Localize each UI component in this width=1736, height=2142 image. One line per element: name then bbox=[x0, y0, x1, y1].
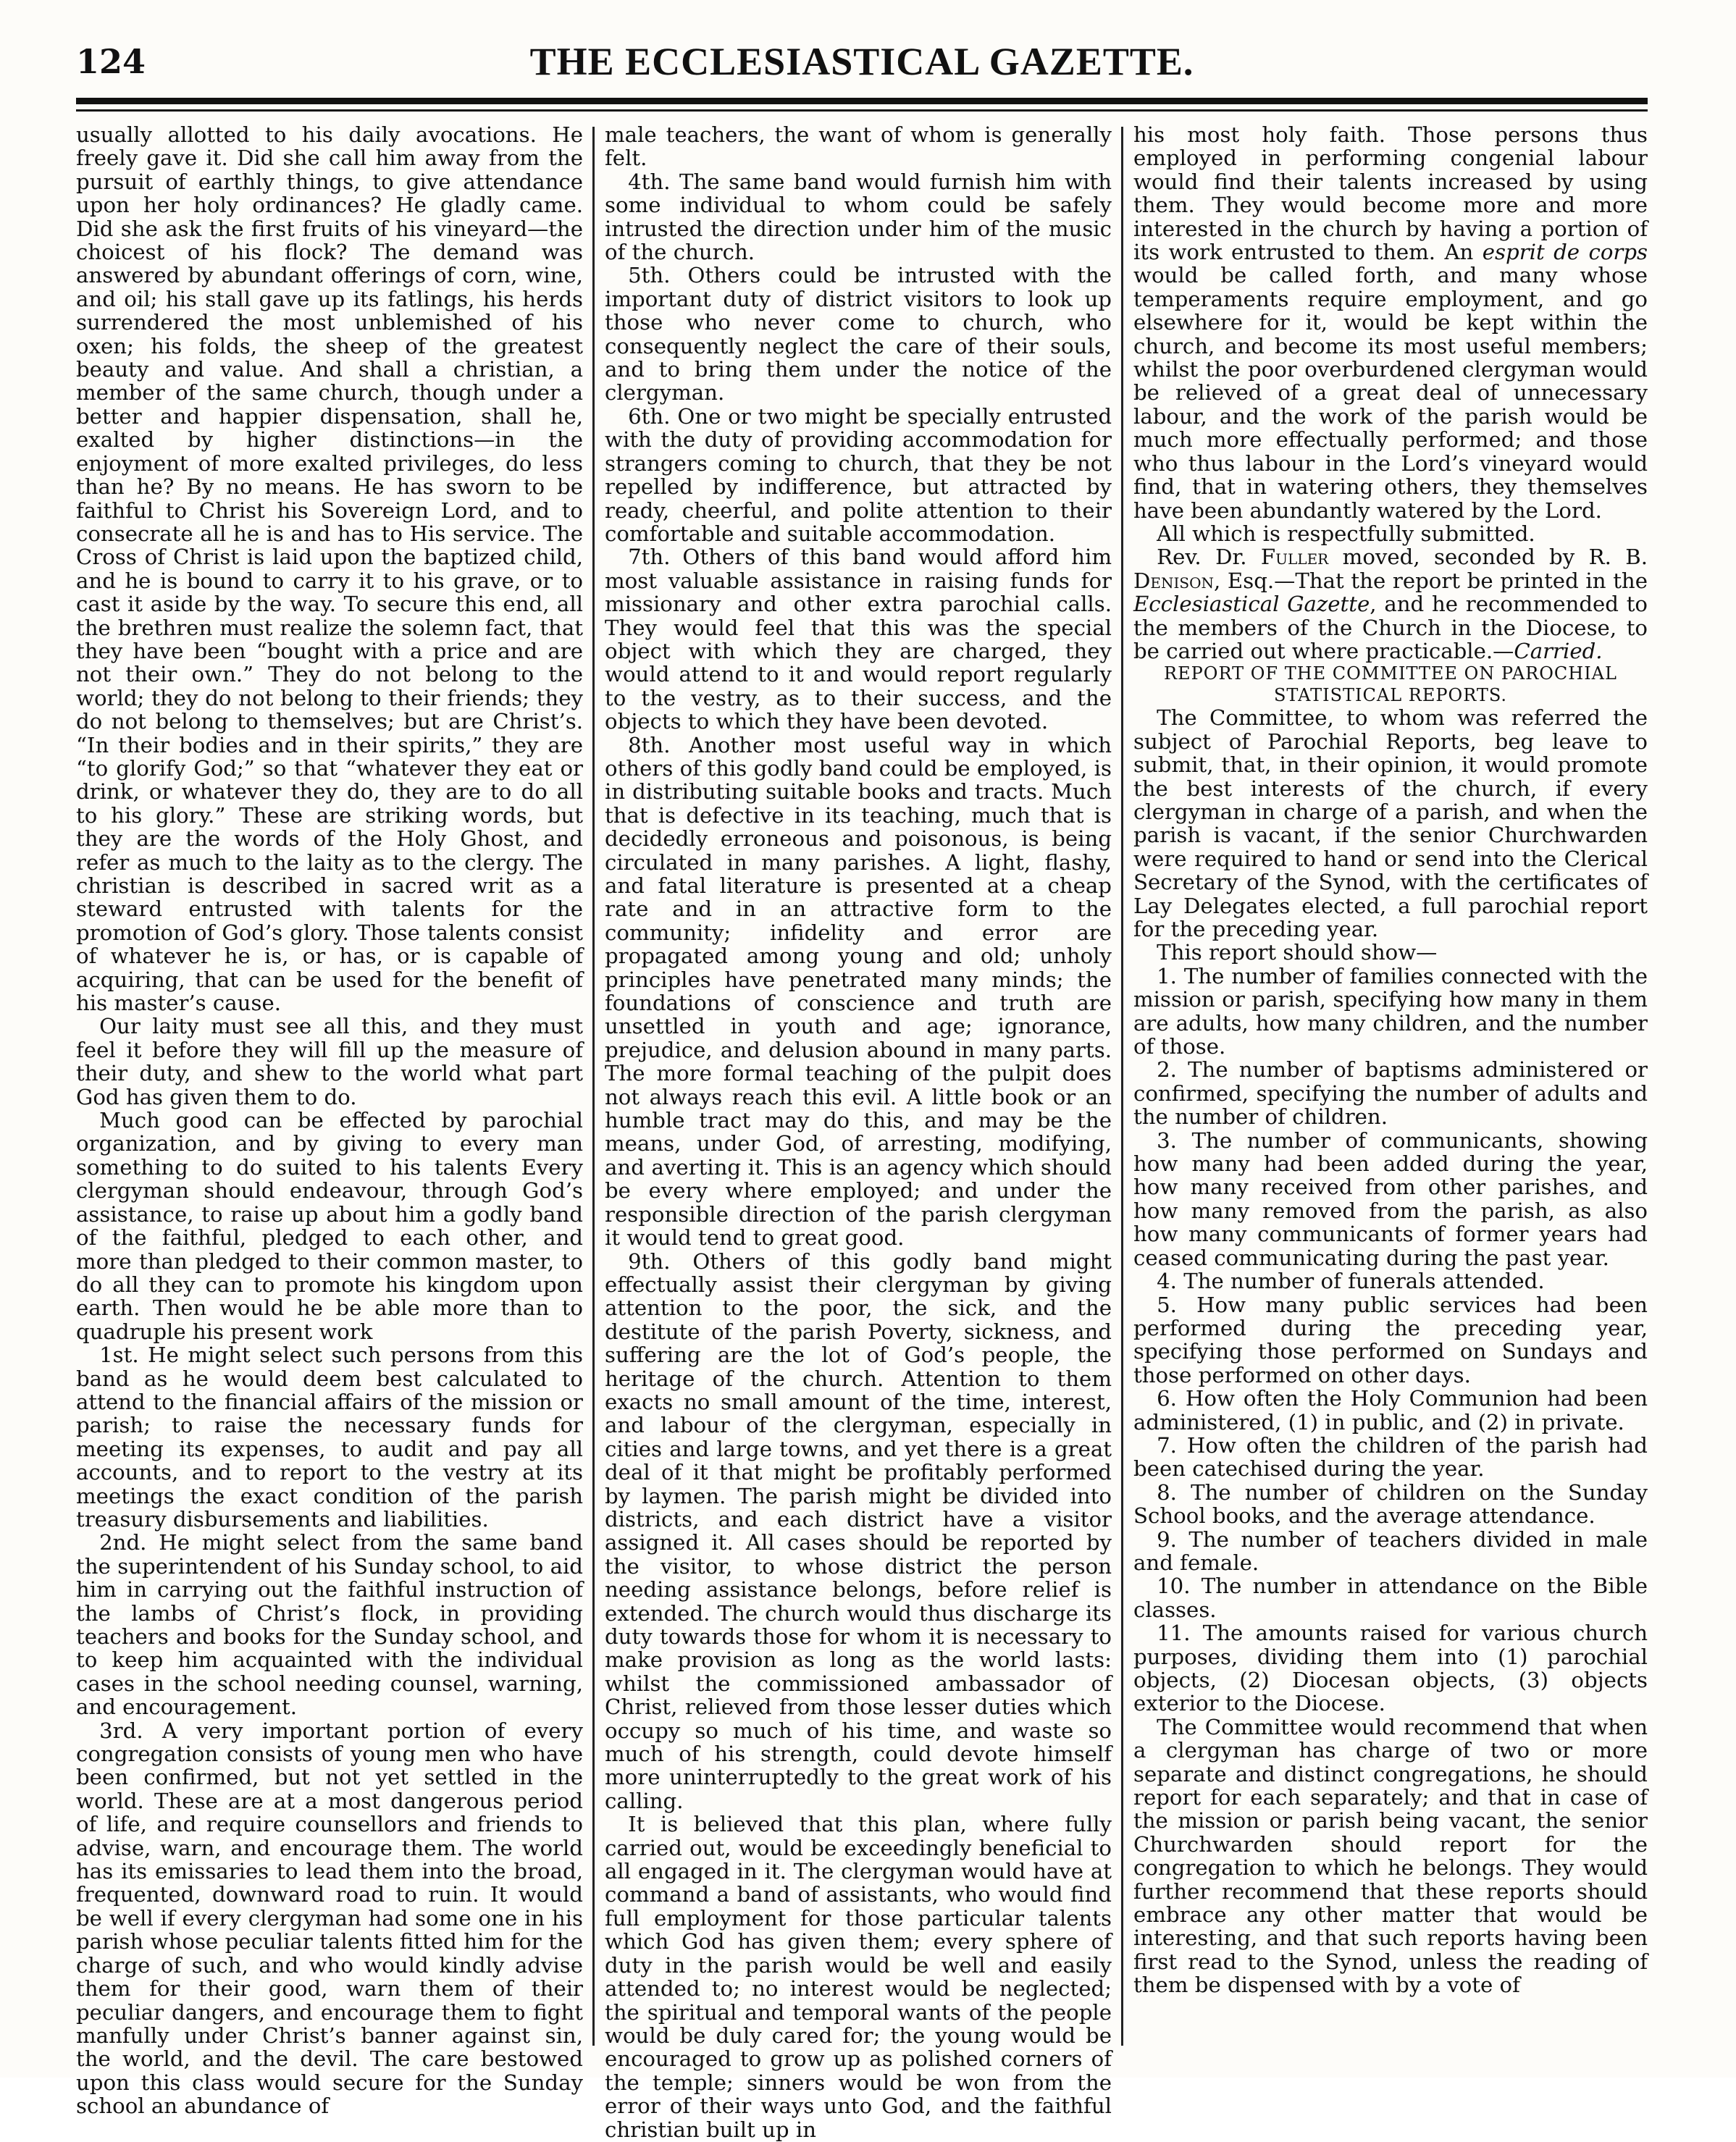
name-denison: Denison bbox=[1133, 568, 1214, 593]
paragraph: 2nd. He might select from the same band the superintendent of his Sunday school, to aid him in carrying out the faithful instruction of the lambs of Christ’s flock, in providing teachers and books for the Sunday school, and to keep him acquainted with the individual cases in the school needing counsel, warning, and encouragement. bbox=[76, 1530, 583, 1720]
list-item: 1. The number of families connected with the mission or parish, specifying how many in them are adults, how many children, and the number of those. bbox=[1133, 963, 1648, 1059]
paragraph: 6th. One or two might be specially entrusted with the duty of providing accommodation for strangers coming to church, that they be not repelled by indifference, but attracted by ready, cheerful, and polite attention to their comfortable and suitable accommodation. bbox=[605, 403, 1112, 546]
motion-paragraph bbox=[1133, 545, 1648, 663]
masthead-title: THE ECCLESIASTICAL GAZETTE. bbox=[529, 40, 1194, 83]
list-item: 7. How often the children of the parish had been catechised during the year. bbox=[1133, 1432, 1648, 1482]
header-rule-thick bbox=[76, 98, 1648, 104]
paragraph: The Committee would recommend that when a clergyman has charge of two or more separate and distinct congregations, he should report for each separately; and that in case of the mission or parish being vacant, the senior Churchwarden should report for the congregation to which he belongs. They would further recommend that these reports should embrace any other matter that would be interesting, and that such reports having been first read to the Synod, unless the reading of them be dispensed with by a vote of bbox=[1133, 1714, 1648, 1998]
list-item: 3. The number of communicants, showing how many had been added during the year, how many received from other parishes, and how many removed from the parish, as also how many communicants of former years had ceased communicating during the past year. bbox=[1133, 1127, 1648, 1270]
paragraph: This report should show— bbox=[1157, 940, 1438, 965]
text-run: would be called forth, and many whose temperaments require employment, and go elsewhere for it, would be kept within the church, and become its most useful members; whilst the poor overburdened clergyman would be relieved of a great deal of unnecessary labour, and the work of the parish would be much more effectually performed; and those who thus labour in the Lord’s vineyard would find, that in watering others, they themselves have been abundantly watered by the Lord. bbox=[1133, 263, 1648, 523]
header-rule-thin bbox=[76, 109, 1648, 112]
text-run: moved, seconded by R. B. bbox=[1342, 545, 1648, 570]
paragraph: Much good can be effected by parochial organization, and by giving to every man something to do suited to his talents Every clergyman should endeavour, through God’s assistance, to raise up about him a godly band of the faithful, pledged to each other, and more than pledged to their common master, to do all they can to promote his kingdom upon earth. Then would he be able more than to quadruple his present work bbox=[76, 1108, 583, 1344]
paragraph: All which is respectfully submitted. bbox=[1157, 521, 1535, 546]
paragraph: 3rd. A very important portion of every congregation consists of young men who have been confirmed, but not yet settled in the world. These are at a most dangerous period of life, and require counsellors and friends to advise, warn, and encourage them. The world has its emissaries to lead them into the broad, frequented, downward road to ruin. It would be well if every clergyman had some one in his parish whose peculiar talents fitted him for the charge of such, and who would kindly advise them for their good, warn them of their peculiar dangers, and encourage them to fight manfully under Christ’s banner against sin, the world, and the devil. The care bestowed upon this class would secure for the Sunday school an abundance of bbox=[76, 1718, 583, 2119]
column-3 bbox=[1133, 123, 1648, 2049]
list-item: 9. The number of teachers divided in male and female. bbox=[1133, 1526, 1648, 1575]
paragraph: It is believed that this plan, where fully carried out, would be exceedingly beneficial to all engaged in it. The clergyman would have at command a band of assistants, who would find full employment for those particular talents which God has given them; every sphere of duty in the parish would be well and easily attended to; no interest would be neglected; the spiritual and temporal wants of the people would be duly cared for; the young would be encouraged to grow up as polished corners of the temple; sinners would be won from the error of their ways unto God, and the faithful christian built up in bbox=[605, 1812, 1112, 2142]
carried-label: Carried. bbox=[1514, 638, 1603, 663]
paragraph: usually allotted to his daily avocations. He freely gave it. Did she call him away from the pursuit of earthly things, to give attendance upon her holy ordinances? He gladly came. Did she ask the first fruits of his vineyard—the choicest of his flock? The demand was answered by abundant offerings of corn, wine, and oil; his stall gave up its fatlings, his herds surrendered the most unblemished of his oxen; his folds, the sheep of the greatest beauty and value. And shall a christian, a member of the same church, though under a better and happier dispensation, shall he, exalted by higher distinctions—in the enjoyment of more exalted privileges, do less than he? By no means. He has sworn to be faithful to Christ his Sovereign Lord, and to consecrate all he is and has to His service. The Cross of Christ is laid upon the baptized child, and he is bound to carry it to his grave, or to cast it aside by the way. To secure this end, all the brethren must realize the solemn fact, that they have been “bought with a price and are not their own.” They do not belong to the world; they do not belong to their friends; they do not belong to themselves; but are Christ’s. “In their bodies and in their spirits,” they are “to glorify God;” so that “whatever they eat or drink, or whatever they do, they are to do all to his glory.” These are striking words, but they are the words of the Holy Ghost, and refer as much to the laity as to the clergy. The christian is described in sacred writ as a steward entrusted with talents for the promotion of God’s glory. Those talents consist of whatever he is, or has, or is capable of acquiring, that can be used for the benefit of his master’s cause. bbox=[76, 122, 583, 1016]
column-1 bbox=[76, 122, 583, 2119]
text-run: Rev. Dr. bbox=[1157, 545, 1247, 570]
italic-phrase: esprit de corps bbox=[1482, 240, 1648, 265]
paragraph: 4th. The same band would furnish him with some individual to whom could be safely intrusted the direction under him of the music of the church. bbox=[605, 169, 1112, 265]
list-item: 8. The number of children on the Sunday School books, and the average attendance. bbox=[1133, 1479, 1648, 1529]
paragraph: 8th. Another most useful way in which others of this godly band could be employed, is in distributing suitable books and tracts. Much that is defective in its teaching, much that is decidedly erroneous and poisonous, is being circulated in many parishes. A light, flashy, and fatal literature is presented at a cheap rate and in an attractive form to the community; infidelity and error are propagated among young and old; unholy principles have penetrated many minds; the foundations of conscience and truth are unsettled in youth and age; ignorance, prejudice, and delusion abound in many parts. The more formal teaching of the pulpit does not always reach this evil. A little book or an humble tract may do this, and may be the means, under God, of arresting, modifying, and averting it. This is an agency which should be every where employed; and under the responsible direction of the parish clergyman it would tend to great good. bbox=[605, 732, 1112, 1251]
page-number: 124 bbox=[76, 42, 146, 81]
list-item: 2. The number of baptisms administered or confirmed, specifying the number of adults and the number of children. bbox=[1133, 1057, 1648, 1130]
list-item: 5. How many public services had been performed during the preceding year, specifying those performed on Sundays and those performed on other days. bbox=[1133, 1292, 1648, 1387]
paragraph: 7th. Others of this band would afford him most valuable assistance in raising funds for missionary and other extra parochial calls. They would feel that this was the special object with which they are charged, they would attend to it and would report regularly to the vestry, as to their success, and the objects to which they have been devoted. bbox=[605, 545, 1112, 734]
column-2 bbox=[605, 122, 1112, 2142]
italic-phrase: Ecclesiastical Gazette bbox=[1133, 592, 1370, 617]
list-item: 6. How often the Holy Communion had been administered, (1) in public, and (2) in private. bbox=[1133, 1386, 1648, 1435]
column-divider-2 bbox=[1121, 127, 1123, 2046]
paragraph: 9th. Others of this godly band might effectually assist their clergyman by giving attention to the poor, the sick, and the destitute of the parish Poverty, sickness, and suffering are the lot of God’s people, the heritage of the church. Attention to them exacts no small amount of the time, interest, and labour of the clergyman, especially in cities and large towns, and yet there is a great deal of it that might be profitably performed by laymen. The parish might be divided into districts, and each district have a visitor assigned it. All cases should be reported by the visitor, to whose district the person needing assistance belongs, before relief is extended. The church would thus discharge its duty towards those for whom it is necessary to make provision as long as the world lasts: whilst the commissioned ambassador of Christ, relieved from those lesser duties which occupy so much of his time, and waste so much of his strength, could devote himself more uninterruptedly to the great work of his calling. bbox=[605, 1248, 1112, 1813]
list-item: 11. The amounts raised for various church purposes, dividing them into (1) parochial objects, (2) Diocesan objects, (3) objects exterior to the Diocese. bbox=[1133, 1621, 1648, 1716]
paragraph bbox=[1133, 123, 1648, 522]
paragraph: The Committee, to whom was referred the subject of Parochial Reports, beg leave to submit, that, in their opinion, it would promote the best interests of the church, if every clergyman in charge of a parish, and when the parish is vacant, if the senior Churchwarden were required to hand or send into the Clerical Secretary of the Synod, with the certificates of Lay Delegates elected, a full parochial report for the preceding year. bbox=[1133, 705, 1648, 941]
section-heading: REPORT OF THE COMMITTEE ON PAROCHIAL STATISTICAL REPORTS. bbox=[1164, 663, 1617, 706]
list-item: 10. The number in attendance on the Bible classes. bbox=[1133, 1574, 1648, 1622]
text-run: , and he recommended to the members of the Church in the Diocese, to be carried out where practicable.— bbox=[1133, 592, 1648, 663]
paragraph: 1st. He might select such persons from this band as he would deem best calculated to attend to the financial affairs of the mission or parish; to raise the necessary funds for meeting its expenses, to audit and pay all accounts, and to report to the vestry at its meetings the exact condition of the parish treasury disbursements and liabilities. bbox=[76, 1343, 583, 1532]
text-run: , Esq.—That the report be printed in the bbox=[1214, 568, 1648, 593]
paragraph: Our laity must see all this, and they must feel it before they will fill up the measure of their duty, and shew to the world what part God has given them to do. bbox=[76, 1014, 583, 1109]
paragraph: male teachers, the want of whom is generally felt. bbox=[605, 122, 1112, 171]
list-item: 4. The number of funerals attended. bbox=[1157, 1269, 1545, 1294]
name-fuller: Fuller bbox=[1260, 545, 1329, 570]
paragraph: 5th. Others could be intrusted with the important duty of district visitors to look up those who never come to church, who consequently neglect the care of their souls, and to bring them under the notice of the clergyman. bbox=[605, 263, 1112, 406]
column-divider-1 bbox=[592, 127, 595, 2046]
page-header bbox=[76, 36, 1648, 87]
text-run: his most holy faith. Those persons thus employed in performing congenial labour would find their talents increased by using them. They would become more and more interested in the church by having a portion of its work entrusted to them. An bbox=[1133, 122, 1648, 265]
